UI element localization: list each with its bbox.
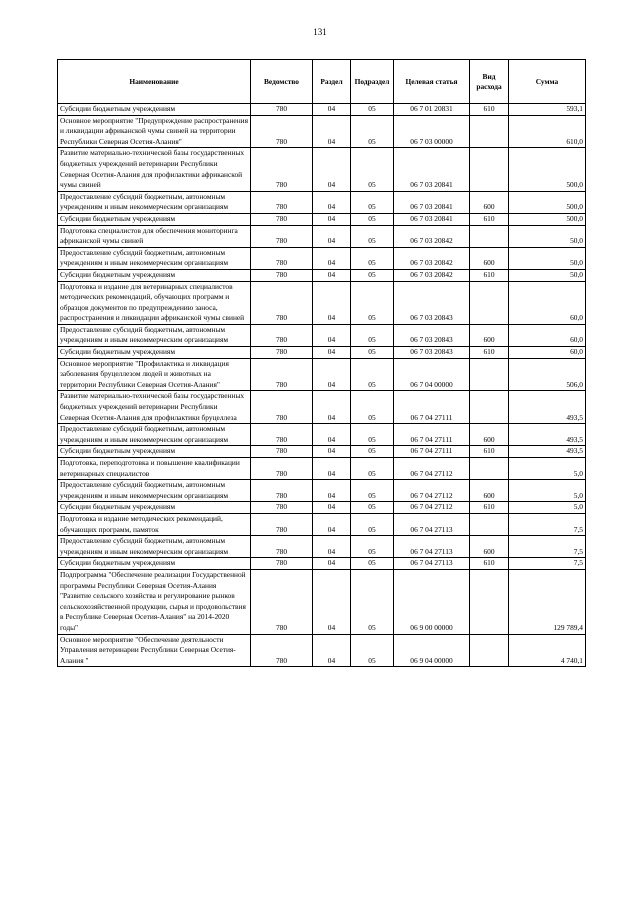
cell-razdel: 04 <box>313 213 351 225</box>
cell-vid: 600 <box>470 424 509 446</box>
cell-podrazdel: 05 <box>351 213 394 225</box>
cell-name: Предоставление субсидий бюджетным, автономным учреждениям и иным некоммерческим организациям <box>58 536 251 558</box>
cell-vid: 610 <box>470 558 509 570</box>
cell-summa: 129 789,4 <box>509 569 586 634</box>
cell-name: Подготовка и издание для ветеринарных специалистов методических рекомендаций, обучающих программ и образцов документов по предупреждению заноса, распространения и ликвидации африканской чумы свиней <box>58 281 251 324</box>
cell-celevaya: 06 7 01 20831 <box>394 104 470 116</box>
cell-vedomstvo: 780 <box>251 247 313 269</box>
cell-name: Подготовка и издание методических рекомендаций, обучающих программ, памяток <box>58 513 251 535</box>
cell-name: Предоставление субсидий бюджетным, автономным учреждениям и иным некоммерческим организациям <box>58 191 251 213</box>
cell-vedomstvo: 780 <box>251 424 313 446</box>
cell-celevaya: 06 7 03 20843 <box>394 281 470 324</box>
cell-podrazdel: 05 <box>351 634 394 667</box>
cell-celevaya: 06 7 03 20842 <box>394 247 470 269</box>
table-row <box>58 324 586 346</box>
cell-celevaya: 06 7 04 27113 <box>394 536 470 558</box>
budget-table <box>57 59 586 667</box>
header-summa: Сумма <box>509 60 586 104</box>
cell-podrazdel: 05 <box>351 446 394 458</box>
cell-razdel: 04 <box>313 391 351 424</box>
cell-vid: 600 <box>470 536 509 558</box>
cell-celevaya: 06 7 04 27112 <box>394 458 470 480</box>
cell-podrazdel: 05 <box>351 324 394 346</box>
cell-summa: 493,5 <box>509 391 586 424</box>
cell-name: Основное мероприятие "Обеспечение деятельности Управления ветеринарии Республики Северная Осетия-Алания " <box>58 634 251 667</box>
cell-name: Предоставление субсидий бюджетным, автономным учреждениям и иным некоммерческим организациям <box>58 324 251 346</box>
cell-podrazdel: 05 <box>351 247 394 269</box>
cell-celevaya: 06 9 04 00000 <box>394 634 470 667</box>
cell-vedomstvo: 780 <box>251 358 313 391</box>
cell-razdel: 04 <box>313 324 351 346</box>
table-row <box>58 104 586 116</box>
cell-vid <box>470 458 509 480</box>
table-row <box>58 446 586 458</box>
cell-razdel: 04 <box>313 502 351 514</box>
cell-podrazdel: 05 <box>351 480 394 502</box>
header-podrazdel: Подраздел <box>351 60 394 104</box>
cell-vedomstvo: 780 <box>251 391 313 424</box>
cell-name: Субсидии бюджетным учреждениям <box>58 347 251 359</box>
cell-celevaya: 06 7 03 20841 <box>394 213 470 225</box>
cell-summa: 60,0 <box>509 324 586 346</box>
cell-razdel: 04 <box>313 634 351 667</box>
cell-name: Подготовка, переподготовка и повышение квалификации ветеринарных специалистов <box>58 458 251 480</box>
cell-vid: 610 <box>470 269 509 281</box>
cell-name: Предоставление субсидий бюджетным, автономным учреждениям и иным некоммерческим организациям <box>58 424 251 446</box>
cell-vedomstvo: 780 <box>251 225 313 247</box>
cell-razdel: 04 <box>313 148 351 191</box>
cell-vid: 600 <box>470 324 509 346</box>
cell-podrazdel: 05 <box>351 191 394 213</box>
cell-vedomstvo: 780 <box>251 148 313 191</box>
cell-summa: 60,0 <box>509 347 586 359</box>
cell-vid <box>470 115 509 148</box>
cell-vid <box>470 569 509 634</box>
cell-vedomstvo: 780 <box>251 269 313 281</box>
cell-razdel: 04 <box>313 104 351 116</box>
cell-name: Подпрограмма "Обеспечение реализации Государственной программы Республики Северная Осетия-Алания "Развитие сельского хозяйства и регулирование рынков сельскохозяйственной продукции, сырья и продовольствия в Республике Северная Осетия-Алания" на 2014-2020 годы" <box>58 569 251 634</box>
table-row <box>58 424 586 446</box>
table-header-row <box>58 60 586 104</box>
cell-vid: 600 <box>470 480 509 502</box>
page-number: 131 <box>313 27 327 37</box>
cell-razdel: 04 <box>313 225 351 247</box>
cell-summa: 610,0 <box>509 115 586 148</box>
cell-name: Предоставление субсидий бюджетным, автономным учреждениям и иным некоммерческим организациям <box>58 480 251 502</box>
table-row <box>58 269 586 281</box>
cell-celevaya: 06 7 03 20843 <box>394 347 470 359</box>
table-row <box>58 191 586 213</box>
cell-summa: 593,1 <box>509 104 586 116</box>
cell-summa: 50,0 <box>509 225 586 247</box>
cell-celevaya: 06 7 03 20841 <box>394 191 470 213</box>
cell-vid <box>470 513 509 535</box>
cell-celevaya: 06 7 03 20842 <box>394 269 470 281</box>
cell-vid: 600 <box>470 247 509 269</box>
cell-summa: 4 740,1 <box>509 634 586 667</box>
cell-name: Подготовка специалистов для обеспечения мониторинга африканской чумы свиней <box>58 225 251 247</box>
cell-name: Субсидии бюджетным учреждениям <box>58 213 251 225</box>
table-row <box>58 391 586 424</box>
cell-vid <box>470 634 509 667</box>
table-row <box>58 558 586 570</box>
table-row <box>58 634 586 667</box>
cell-razdel: 04 <box>313 191 351 213</box>
cell-name: Субсидии бюджетным учреждениям <box>58 558 251 570</box>
cell-vid: 610 <box>470 502 509 514</box>
cell-summa: 5,0 <box>509 480 586 502</box>
cell-podrazdel: 05 <box>351 424 394 446</box>
table-row <box>58 458 586 480</box>
cell-celevaya: 06 9 00 00000 <box>394 569 470 634</box>
cell-podrazdel: 05 <box>351 358 394 391</box>
cell-summa: 493,5 <box>509 446 586 458</box>
cell-podrazdel: 05 <box>351 502 394 514</box>
cell-vid: 610 <box>470 347 509 359</box>
cell-vedomstvo: 780 <box>251 558 313 570</box>
cell-vedomstvo: 780 <box>251 347 313 359</box>
cell-podrazdel: 05 <box>351 347 394 359</box>
table-row <box>58 480 586 502</box>
cell-razdel: 04 <box>313 424 351 446</box>
cell-podrazdel: 05 <box>351 148 394 191</box>
cell-vedomstvo: 780 <box>251 324 313 346</box>
cell-razdel: 04 <box>313 513 351 535</box>
cell-vedomstvo: 780 <box>251 281 313 324</box>
cell-celevaya: 06 7 04 27112 <box>394 480 470 502</box>
cell-name: Развитие материально-технической базы государственных бюджетных учреждений ветеринарии Республики Северная Осетия-Алания для профилактики бруцеллеза <box>58 391 251 424</box>
cell-vid <box>470 148 509 191</box>
header-vid: Вид расхода <box>470 60 509 104</box>
cell-podrazdel: 05 <box>351 269 394 281</box>
cell-celevaya: 06 7 03 20843 <box>394 324 470 346</box>
cell-podrazdel: 05 <box>351 281 394 324</box>
cell-razdel: 04 <box>313 358 351 391</box>
cell-podrazdel: 05 <box>351 391 394 424</box>
table-row <box>58 569 586 634</box>
cell-summa: 500,0 <box>509 191 586 213</box>
cell-vedomstvo: 780 <box>251 513 313 535</box>
header-name: Наименование <box>58 60 251 104</box>
cell-razdel: 04 <box>313 558 351 570</box>
table-row <box>58 213 586 225</box>
table-row <box>58 347 586 359</box>
cell-podrazdel: 05 <box>351 458 394 480</box>
cell-vid: 610 <box>470 213 509 225</box>
cell-name: Основное мероприятие "Предупреждение распространения и ликвидации африканской чумы свиней на территории Республики Северная Осетия-Алания" <box>58 115 251 148</box>
cell-razdel: 04 <box>313 480 351 502</box>
header-razdel: Раздел <box>313 60 351 104</box>
cell-vid: 610 <box>470 104 509 116</box>
cell-podrazdel: 05 <box>351 115 394 148</box>
cell-vid <box>470 358 509 391</box>
cell-vedomstvo: 780 <box>251 446 313 458</box>
cell-vid <box>470 281 509 324</box>
cell-razdel: 04 <box>313 569 351 634</box>
cell-summa: 506,0 <box>509 358 586 391</box>
cell-celevaya: 06 7 04 27112 <box>394 502 470 514</box>
cell-razdel: 04 <box>313 269 351 281</box>
cell-vedomstvo: 780 <box>251 191 313 213</box>
table-row <box>58 502 586 514</box>
cell-vedomstvo: 780 <box>251 115 313 148</box>
cell-podrazdel: 05 <box>351 513 394 535</box>
table-row <box>58 358 586 391</box>
cell-summa: 60,0 <box>509 281 586 324</box>
cell-summa: 7,5 <box>509 513 586 535</box>
cell-razdel: 04 <box>313 347 351 359</box>
header-celevaya: Целевая статья <box>394 60 470 104</box>
cell-name: Субсидии бюджетным учреждениям <box>58 446 251 458</box>
cell-vedomstvo: 780 <box>251 536 313 558</box>
cell-summa: 493,5 <box>509 424 586 446</box>
cell-vid: 610 <box>470 446 509 458</box>
cell-razdel: 04 <box>313 536 351 558</box>
cell-vedomstvo: 780 <box>251 213 313 225</box>
cell-vedomstvo: 780 <box>251 569 313 634</box>
cell-celevaya: 06 7 04 27111 <box>394 446 470 458</box>
cell-vid: 600 <box>470 191 509 213</box>
cell-celevaya: 06 7 04 27113 <box>394 558 470 570</box>
cell-name: Предоставление субсидий бюджетным, автономным учреждениям и иным некоммерческим организациям <box>58 247 251 269</box>
cell-vid <box>470 225 509 247</box>
cell-summa: 5,0 <box>509 502 586 514</box>
header-vedomstvo: Ведомство <box>251 60 313 104</box>
cell-vedomstvo: 780 <box>251 480 313 502</box>
cell-podrazdel: 05 <box>351 569 394 634</box>
cell-celevaya: 06 7 04 00000 <box>394 358 470 391</box>
cell-podrazdel: 05 <box>351 225 394 247</box>
cell-name: Основное мероприятие "Профилактика и ликвидация заболевания бруцеллезом людей и животных на территории Республики Северная Осетия-Алания" <box>58 358 251 391</box>
cell-podrazdel: 05 <box>351 558 394 570</box>
table-row <box>58 148 586 191</box>
cell-vedomstvo: 780 <box>251 104 313 116</box>
cell-vedomstvo: 780 <box>251 502 313 514</box>
cell-summa: 7,5 <box>509 558 586 570</box>
cell-celevaya: 06 7 03 00000 <box>394 115 470 148</box>
cell-summa: 500,0 <box>509 213 586 225</box>
cell-podrazdel: 05 <box>351 536 394 558</box>
cell-name: Развитие материально-технической базы государственных бюджетных учреждений ветеринарии Республики Северная Осетия-Алания для профилактики африканской чумы свиней <box>58 148 251 191</box>
cell-summa: 7,5 <box>509 536 586 558</box>
cell-name: Субсидии бюджетным учреждениям <box>58 104 251 116</box>
cell-vedomstvo: 780 <box>251 634 313 667</box>
cell-celevaya: 06 7 04 27113 <box>394 513 470 535</box>
table-row <box>58 225 586 247</box>
cell-podrazdel: 05 <box>351 104 394 116</box>
cell-razdel: 04 <box>313 281 351 324</box>
cell-razdel: 04 <box>313 446 351 458</box>
cell-razdel: 04 <box>313 115 351 148</box>
cell-summa: 500,0 <box>509 148 586 191</box>
cell-name: Субсидии бюджетным учреждениям <box>58 502 251 514</box>
table-row <box>58 513 586 535</box>
cell-celevaya: 06 7 04 27111 <box>394 391 470 424</box>
cell-razdel: 04 <box>313 458 351 480</box>
cell-summa: 50,0 <box>509 269 586 281</box>
table-row <box>58 115 586 148</box>
cell-razdel: 04 <box>313 247 351 269</box>
table-row <box>58 247 586 269</box>
table-body <box>58 104 586 667</box>
cell-summa: 50,0 <box>509 247 586 269</box>
cell-celevaya: 06 7 04 27111 <box>394 424 470 446</box>
cell-name: Субсидии бюджетным учреждениям <box>58 269 251 281</box>
cell-celevaya: 06 7 03 20842 <box>394 225 470 247</box>
cell-summa: 5,0 <box>509 458 586 480</box>
cell-celevaya: 06 7 03 20841 <box>394 148 470 191</box>
cell-vid <box>470 391 509 424</box>
table-row <box>58 281 586 324</box>
cell-vedomstvo: 780 <box>251 458 313 480</box>
table-row <box>58 536 586 558</box>
